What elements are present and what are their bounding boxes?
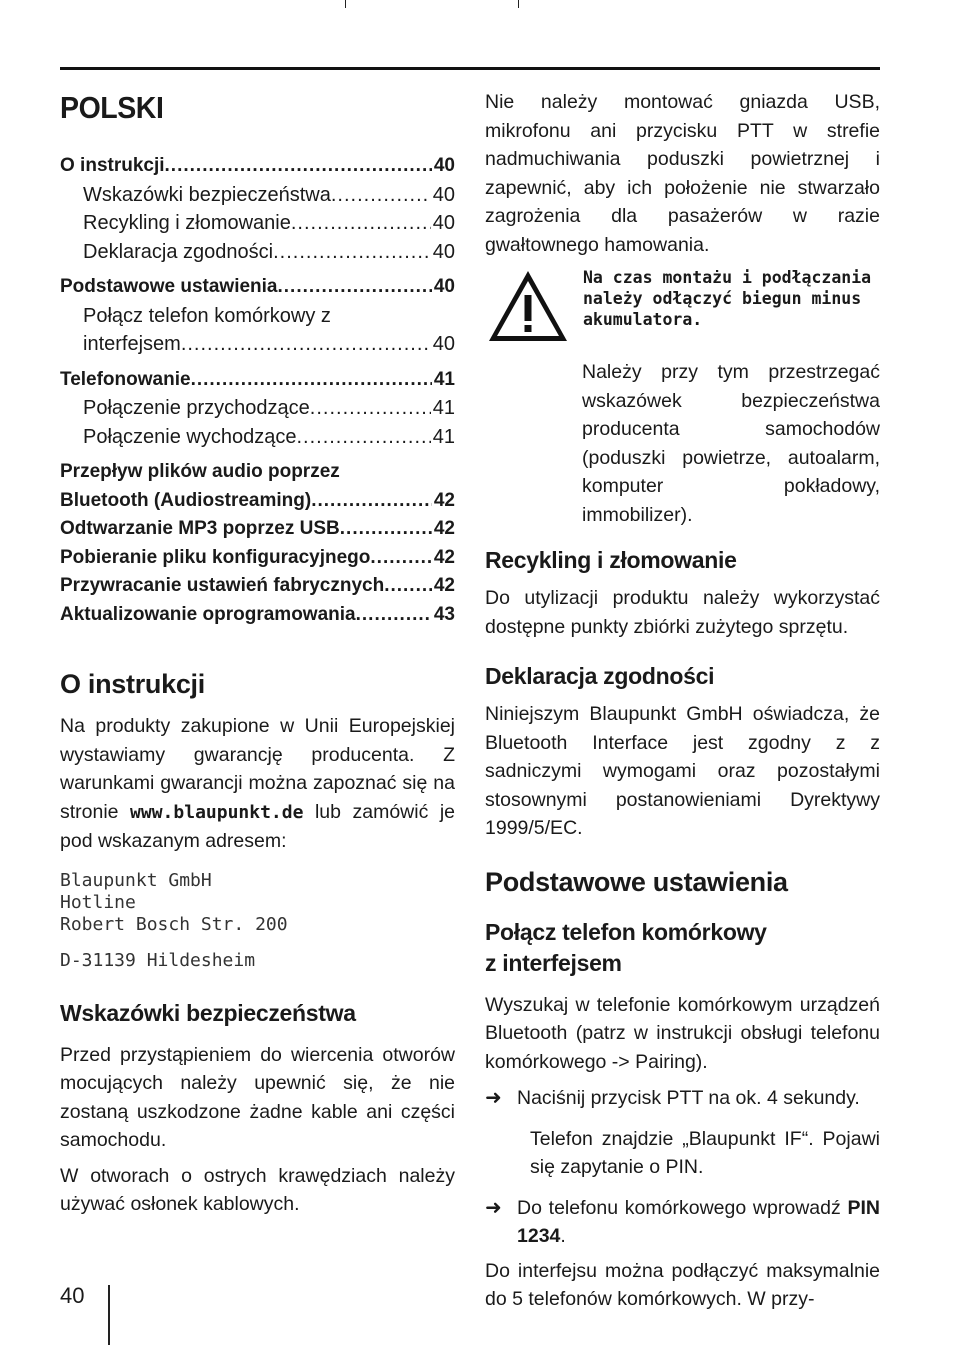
- toc-entry[interactable]: [60, 601, 455, 630]
- toc-entry[interactable]: [60, 394, 455, 423]
- website-link[interactable]: www.blaupunkt.de: [130, 801, 304, 823]
- safety-paragraph: W otworach o ostrych krawędziach należy używać osłonek kablowych.: [60, 1164, 455, 1215]
- toc-leader-dots: [356, 601, 432, 630]
- toc-page-number: 40: [432, 183, 455, 206]
- toc-entry-line: Przepływ plików audio poprzez: [60, 461, 340, 482]
- toc-entry-title: Deklaracja zgodności: [83, 240, 274, 263]
- toc-entry[interactable]: [60, 152, 455, 181]
- toc-page-number: 40: [433, 276, 455, 297]
- toc-entry[interactable]: [60, 572, 455, 601]
- toc-entry-title: O instrukcji: [60, 155, 165, 176]
- toc-leader-dots: [311, 487, 432, 516]
- toc-page-number: 42: [433, 546, 455, 568]
- arrow-right-icon: ➜: [485, 1087, 502, 1109]
- toc-entry[interactable]: [60, 273, 455, 302]
- toc-page-number: 41: [433, 368, 455, 390]
- toc-page-number: 40: [433, 155, 455, 176]
- language-heading: POLSKI: [60, 90, 164, 125]
- toc-leader-dots: [331, 181, 431, 210]
- toc-page-number: 42: [433, 575, 455, 596]
- toc-gap: [60, 451, 455, 458]
- toc-entry-title: Przywracanie ustawień fabrycznych: [60, 575, 385, 596]
- toc-entry[interactable]: [60, 515, 455, 544]
- step-item: ➜ Do telefonu komórkowego wprowadź PIN 1234.: [485, 1194, 880, 1251]
- toc-entry[interactable]: [60, 209, 455, 238]
- toc-leader-dots: [310, 394, 431, 423]
- toc-entry[interactable]: [60, 238, 455, 267]
- right-column: [485, 88, 880, 1314]
- toc-leader-dots: [296, 423, 430, 452]
- toc-page-number: 41: [432, 397, 455, 419]
- warning-follow-paragraph: Należy przy tym przestrzegać wskazówek bezpieczeństwa producenta samochodów (poduszki powietrze, autoalarm, komputer pokładowy, immobilizer).: [582, 361, 880, 526]
- toc-gap: [60, 266, 455, 273]
- toc-page-number: 41: [432, 425, 455, 448]
- toc-leader-dots: [370, 544, 431, 573]
- toc-leader-dots: [291, 209, 431, 238]
- toc-entry-title: Wskazówki bezpieczeństwa: [83, 183, 331, 206]
- toc-entry-title: Odtwarzanie MP3 poprzez USB: [60, 518, 340, 539]
- toc-entry[interactable]: [60, 366, 455, 395]
- toc-page-number: 40: [432, 212, 455, 234]
- left-column: [60, 80, 455, 1219]
- toc-page-number: 40: [432, 333, 455, 355]
- toc-entry-line: Połącz telefon komórkowy z: [83, 304, 331, 327]
- recycling-paragraph: Do utylizacji produktu należy wykorzystać dostępne punkty zbiórki zużytego sprzętu.: [485, 587, 880, 638]
- final-paragraph: Do interfejsu można podłączyć maksymalnie do 5 telefonów komórkowych. W przy-: [485, 1259, 880, 1310]
- toc-entry-title: Bluetooth (Audiostreaming): [60, 489, 312, 511]
- usb-paragraph: Nie należy montować gniazda USB, mikrofonu ani przycisku PTT w strefie nadmuchiwania poduszki powietrznej i zapewnić, aby ich położenie nie stwarzało zagrożenia dla pasażerów w razie gwałtownego hamowania.: [485, 91, 880, 256]
- toc-leader-dots: [273, 238, 431, 267]
- page-number-divider: [108, 1285, 110, 1345]
- toc-entry[interactable]: [60, 544, 455, 573]
- toc-page-number: 43: [433, 603, 455, 625]
- declaration-heading: Deklaracja zgodności: [485, 663, 715, 689]
- crop-mark: [345, 0, 346, 8]
- toc-page-number: 42: [433, 489, 455, 511]
- header-rule: [60, 67, 880, 70]
- toc-gap: [60, 359, 455, 366]
- address-line: D-31139 Hildesheim: [60, 949, 256, 971]
- toc-entry-title: interfejsem: [83, 333, 181, 355]
- address-line: Robert Bosch Str. 200: [60, 913, 288, 935]
- toc-entry-title: Połączenie wychodzące: [83, 425, 297, 448]
- toc-entry[interactable]: [60, 487, 455, 516]
- toc-entry[interactable]: [60, 423, 455, 452]
- toc-entry-title: Telefonowanie: [60, 368, 191, 390]
- toc-leader-dots: [181, 330, 431, 359]
- address-line: Blaupunkt GmbH: [60, 869, 212, 891]
- warning-box: [485, 267, 880, 350]
- toc-page-number: 42: [433, 518, 455, 539]
- toc-entry-title: Połączenie przychodzące: [83, 397, 310, 419]
- toc-entry-title: Recykling i złomowanie: [83, 212, 291, 234]
- about-heading: O instrukcji: [60, 669, 205, 699]
- toc-leader-dots: [384, 572, 432, 601]
- toc-leader-dots: [165, 152, 432, 181]
- toc-leader-dots: [278, 273, 432, 302]
- toc-entry-title: Pobieranie pliku konfiguracyjnego: [60, 546, 371, 568]
- toc-entry[interactable]: [60, 181, 455, 210]
- arrow-right-icon: ➜: [485, 1196, 502, 1219]
- declaration-paragraph: Niniejszym Blaupunkt GmbH oświadcza, że Bluetooth Interface jest zgodny z z sadniczymi wymogami oraz pozostałymi stosownymi postanowieniami Dyrektywy 1999/5/EC.: [485, 703, 880, 839]
- page-number: 40: [60, 1283, 85, 1308]
- warning-triangle-icon: [485, 267, 573, 350]
- warning-text: Na czas montażu i podłączania należy odłączyć biegun minus akumulatora.: [583, 268, 872, 329]
- toc-page-number: 40: [432, 240, 455, 263]
- crop-mark: [518, 0, 519, 8]
- toc-entry-title: Aktualizowanie oprogramowania: [60, 603, 356, 625]
- pin-code: PIN 1234: [517, 1196, 880, 1247]
- about-paragraph: Na produkty zakupione w Unii Europejskiej wystawiamy gwarancję producenta. Z warunkami gwarancji można zapoznać się na stronie www.blaupunkt.de lub zamówić je pod wskazanym adresem:: [60, 715, 456, 852]
- step-result: Telefon znajdzie „Blaupunkt IF“. Pojawi się zapytanie o PIN.: [530, 1127, 880, 1178]
- recycling-heading: Recykling i złomowanie: [485, 547, 737, 573]
- address-line: Hotline: [60, 891, 136, 913]
- step-item: ➜ Naciśnij przycisk PTT na ok. 4 sekundy.: [485, 1084, 880, 1113]
- safety-paragraph: Przed przystąpieniem do wiercenia otworów mocujących należy upewnić się, że nie zostaną uszkodzone żadne kable ani części samochodu.: [60, 1043, 455, 1151]
- toc-entry[interactable]: [60, 330, 455, 359]
- basic-settings-heading: Podstawowe ustawienia: [485, 866, 788, 897]
- connect-paragraph: Wyszukaj w telefonie komórkowym urządzeń Bluetooth (patrz w instrukcji obsługi telefonu komórkowego -> Pairing).: [485, 993, 880, 1073]
- safety-heading: Wskazówki bezpieczeństwa: [60, 999, 356, 1026]
- toc-leader-dots: [340, 515, 432, 544]
- table-of-contents: [60, 152, 455, 629]
- connect-heading: Połącz telefon komórkowy z interfejsem: [485, 918, 767, 976]
- toc-entry-title: Podstawowe ustawienia: [60, 276, 278, 297]
- toc-leader-dots: [191, 366, 432, 395]
